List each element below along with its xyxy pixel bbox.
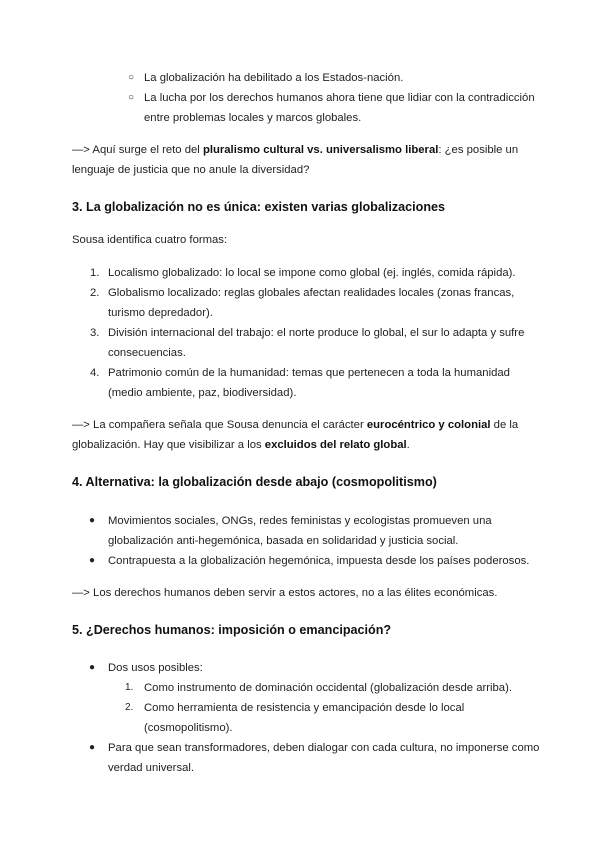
list-number: 3. [90,327,100,339]
list-number: 4. [90,367,100,379]
section-3-heading: 3. La globalización no es única: existen varias globalizaciones [72,200,446,214]
list-item-text: Contrapuesta a la globalización hegemónica, impuesta desde los países poderosos. [108,555,530,567]
section-5-heading: 5. ¿Derechos humanos: imposición o emancipación? [72,623,392,637]
circle-bullet-icon: ○ [128,72,135,83]
list-number: 2. [90,287,100,299]
note-text: de la globalización. Hay que visibilizar a los [72,419,519,451]
note-text: —> La compañera señala que Sousa denuncia el carácter [72,419,367,431]
top-bullet-list [72,68,542,128]
arrow-note-paragraph [72,140,542,180]
note-text: . [406,439,410,451]
list-item-text: División internacional del trabajo: el norte produce lo global, el sur lo adapta y sufre consecuencias. [108,327,525,359]
section-4-heading: 4. Alternativa: la globalización desde abajo (cosmopolitismo) [72,475,437,489]
list-item-text: La globalización ha debilitado a los Estados-nación. [144,72,404,84]
list-item-text: Globalismo localizado: reglas globales afectan realidades locales (zonas francas, turismo depredador). [108,287,515,319]
list-item [72,738,542,778]
list-item-text: Para que sean transformadores, deben dialogar con cada cultura, no imponerse como verdad universal. [108,742,540,774]
section-5-sublist [108,678,542,738]
dot-bullet-icon: ● [89,662,96,673]
list-item [72,698,542,738]
circle-bullet-icon: ○ [128,92,135,103]
section-3-intro: Sousa identifica cuatro formas: [72,234,228,246]
section-4-list [72,511,542,571]
list-item [72,363,542,403]
note-bold: excluidos del relato global [264,439,407,451]
dot-bullet-icon: ● [89,742,96,753]
note-text: —> Aquí surge el reto del [72,144,203,156]
list-item [72,283,542,323]
note-bold: eurocéntrico y colonial [366,419,491,431]
dot-bullet-icon: ● [89,515,96,526]
dot-bullet-icon: ● [89,555,96,566]
list-item-text: Como herramienta de resistencia y emancipación desde lo local (cosmopolitismo). [144,702,465,734]
list-item [72,88,542,128]
document-page [72,68,542,778]
section-3-note [72,415,542,455]
list-number: 2. [125,702,134,713]
note-bold: pluralismo cultural vs. universalismo liberal [202,144,439,156]
list-item-text: Como instrumento de dominación occidental (globalización desde arriba). [144,682,512,694]
section-4-note: —> Los derechos humanos deben servir a estos actores, no a las élites económicas. [72,587,498,599]
list-item [72,263,542,283]
section-3-list [72,263,542,403]
list-item [72,68,542,88]
list-item-text: La lucha por los derechos humanos ahora tiene que lidiar con la contradicción entre problemas locales y marcos globales. [144,92,535,124]
list-item [72,551,542,571]
list-item [72,658,542,738]
list-item-text: Localismo globalizado: lo local se impone como global (ej. inglés, comida rápida). [108,267,516,279]
list-item-text: Movimientos sociales, ONGs, redes feministas y ecologistas promueven una globalización anti-hegemónica, basada en solidaridad y justicia social. [108,515,492,547]
list-number: 1. [90,267,100,279]
list-item [72,511,542,551]
list-item-text: Patrimonio común de la humanidad: temas que pertenecen a toda la humanidad (medio ambiente, paz, biodiversidad). [108,367,510,399]
list-item-text: Dos usos posibles: [108,662,203,674]
note-text: : ¿es posible un lenguaje de justicia que no anule la diversidad? [72,144,519,176]
section-5-list [72,658,542,778]
list-item [72,678,542,698]
list-number: 1. [125,682,134,693]
list-item [72,323,542,363]
